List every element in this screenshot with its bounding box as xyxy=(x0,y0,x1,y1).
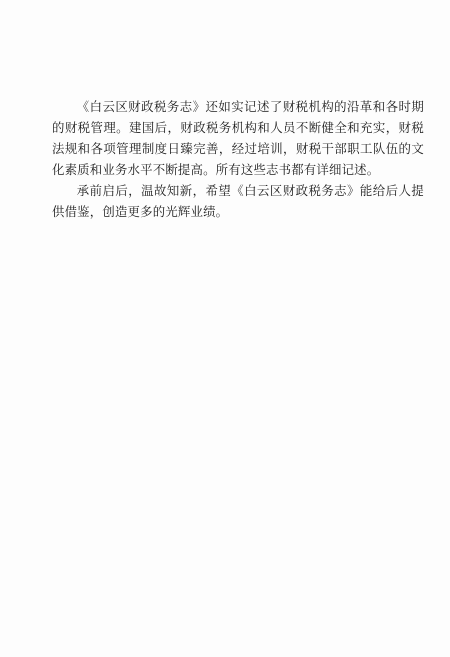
paragraph-1: 《白云区财政税务志》还如实记述了财税机构的沿革和各时期的财税管理。建国后，财政税务机构和人员不断健全和充实，财税法规和各项管理制度日臻完善，经过培训，财税干部职工队伍的文化素质和业务水平不断提高。所有这些志书都有详细记述。 xyxy=(52,99,424,177)
paragraph-2: 承前启后，温故知新，希望《白云区财政税务志》能给后人提供借鉴，创造更多的光辉业绩。 xyxy=(52,183,424,219)
body-text xyxy=(52,96,424,222)
